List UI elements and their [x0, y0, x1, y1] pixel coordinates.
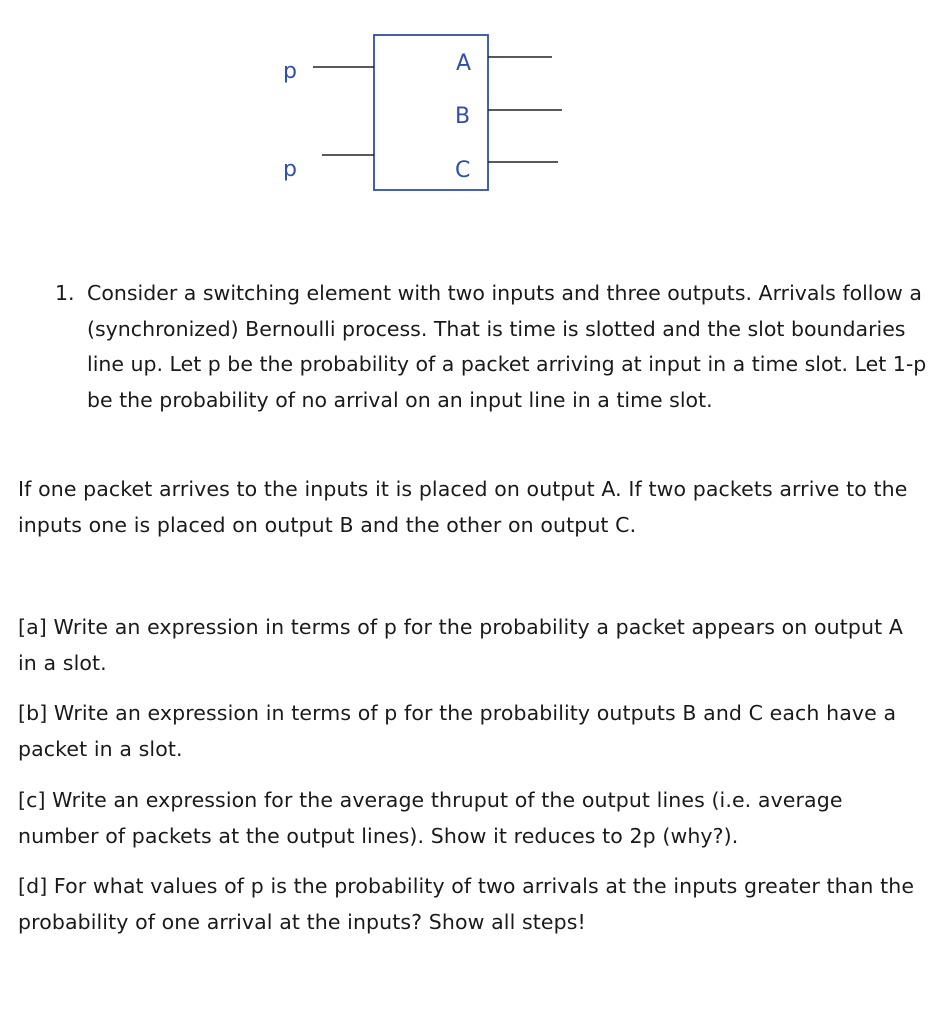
- part-c: [c] Write an expression for the average thruput of the output lines (i.e. average number of packets at the output lines). Show it reduces to 2p (why?).: [18, 788, 843, 848]
- output-label-c: C: [455, 158, 471, 183]
- part-d: [d] For what values of p is the probability of two arrivals at the inputs greater than the probability of one arrival at the inputs? Show all steps!: [18, 874, 915, 934]
- part-b: [b] Write an expression in terms of p for the probability outputs B and C each have a packet in a slot.: [18, 701, 897, 761]
- input-label-bottom: p: [283, 157, 297, 182]
- output-label-a: A: [456, 51, 472, 76]
- part-a: [a] Write an expression in terms of p for the probability a packet appears on output A in a slot.: [18, 615, 903, 675]
- input-label-top: p: [283, 59, 297, 84]
- output-label-b: B: [455, 104, 471, 129]
- question-number: 1.: [55, 281, 75, 305]
- output-rule-paragraph: If one packet arrives to the inputs it is placed on output A. If two packets arrive to the inputs one is placed on output B and the other on output C.: [18, 477, 908, 537]
- switching-element-diagram: [0, 0, 951, 230]
- question-text: Consider a switching element with two inputs and three outputs. Arrivals follow a (synchronized) Bernoulli process. That is time is slotted and the slot boundaries line up. Let p be the probability of a packet arriving at input in a time slot. Let 1-p be the probability of no arrival on an input line in a time slot.: [87, 281, 927, 412]
